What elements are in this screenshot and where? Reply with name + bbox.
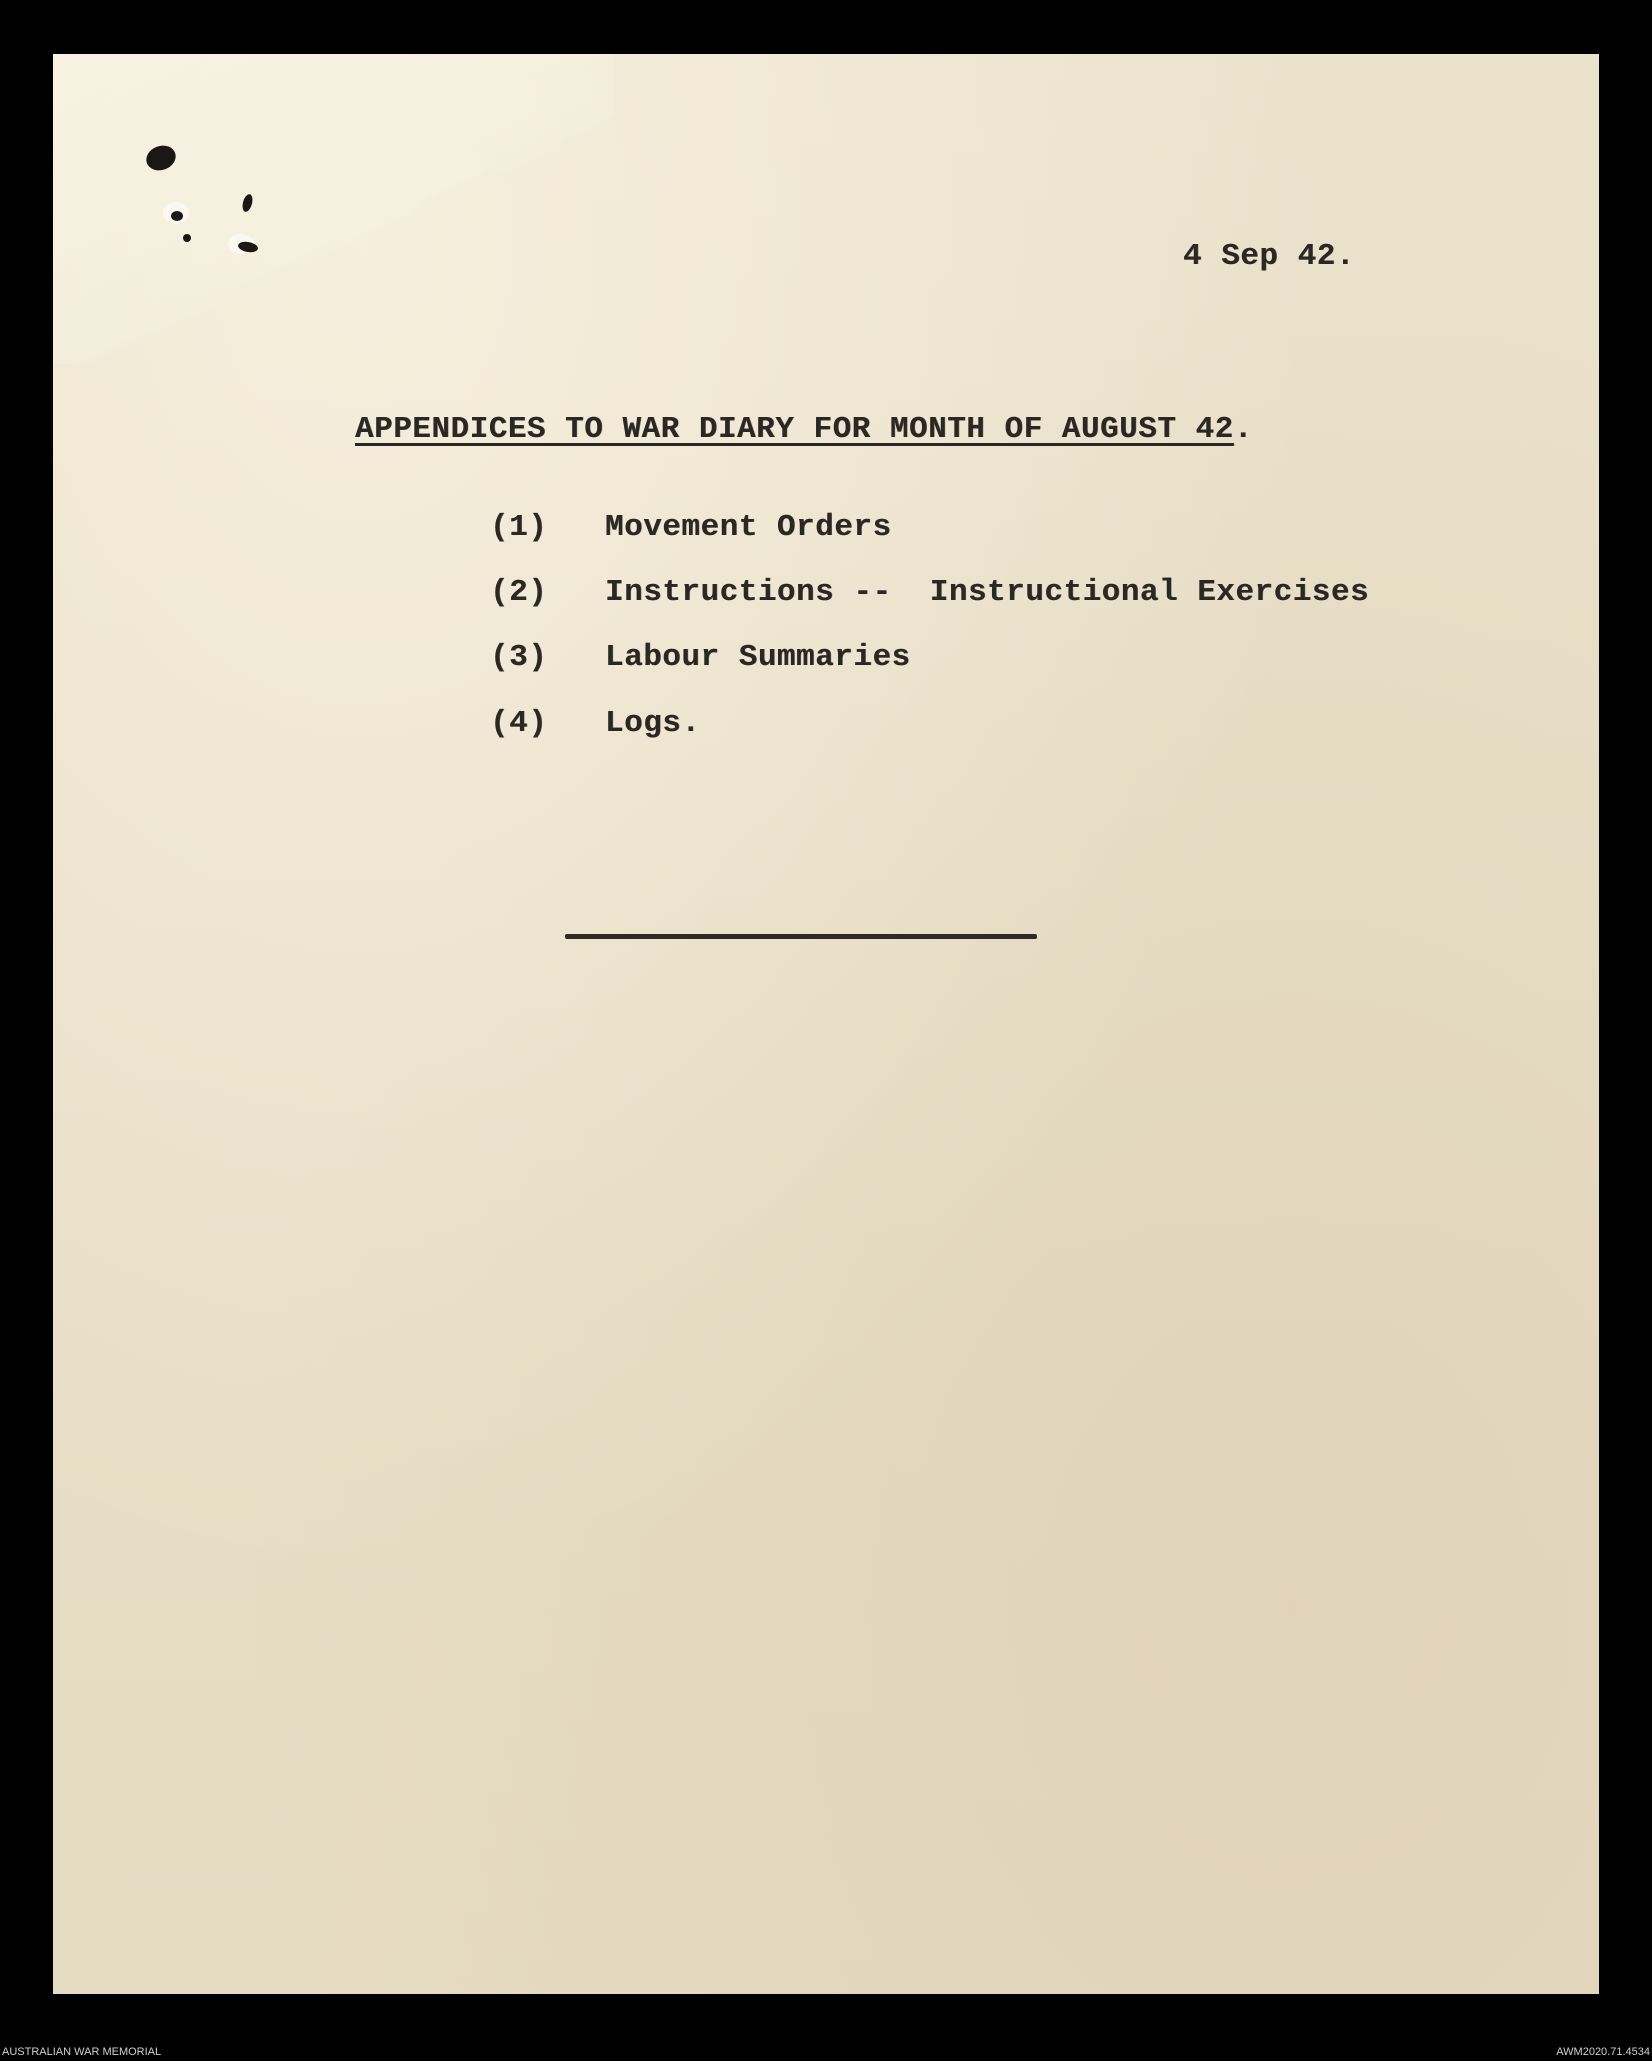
document-heading <box>355 412 1253 447</box>
archive-credit: AUSTRALIAN WAR MEMORIAL <box>2 2046 162 2058</box>
punch-hole-mark <box>171 211 183 221</box>
paper-fold <box>53 54 613 364</box>
document-date: 4 Sep 42. <box>1183 239 1355 274</box>
document-page <box>53 54 1599 1994</box>
punch-hole-mark <box>183 234 191 242</box>
list-item-number: (4) <box>490 706 548 741</box>
list-item-number: (3) <box>490 640 548 675</box>
list-item-number: (2) <box>490 575 548 610</box>
heading-text: APPENDICES TO WAR DIARY FOR MONTH OF AUGUST 42 <box>355 412 1234 447</box>
list-item-text: Labour Summaries <box>605 640 911 675</box>
archive-reference: AWM2020.71.4534 <box>1556 2046 1650 2058</box>
closing-rule <box>565 934 1037 939</box>
list-item-text: Logs. <box>605 706 701 741</box>
list-item-text: Instructions -- Instructional Exercises <box>605 575 1370 610</box>
list-item-text: Movement Orders <box>605 510 892 545</box>
heading-period: . <box>1233 412 1253 447</box>
list-item-number: (1) <box>490 510 548 545</box>
